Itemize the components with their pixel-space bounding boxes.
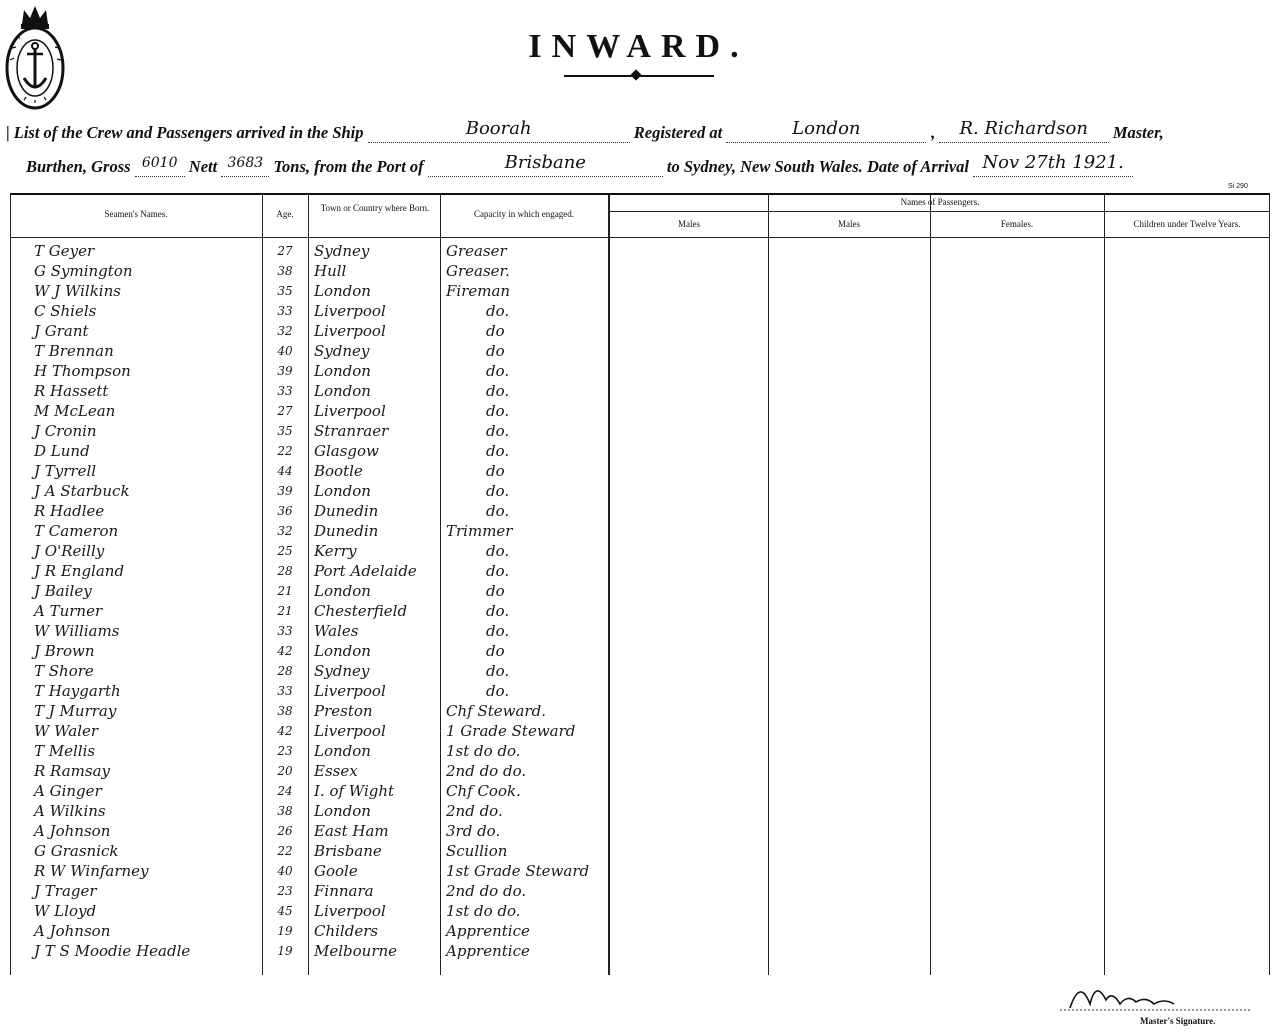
crew-row [10,801,1270,821]
seaman-age: 39 [277,364,293,378]
master-name: R. Richardson [959,118,1088,139]
registered-port-field [726,118,926,143]
seaman-birthplace: London [314,582,371,600]
seaman-capacity: 1st Grade Steward [446,862,590,880]
seaman-age: 22 [277,844,293,858]
seaman-birthplace: Liverpool [314,722,386,740]
seaman-birthplace: I. of Wight [314,782,395,800]
seaman-name: A Johnson [34,822,111,840]
crew-row [10,241,1270,261]
seaman-name: R Hassett [34,382,109,400]
seaman-name: H Thompson [34,362,131,380]
seaman-name: J Grant [34,322,89,340]
signature-label: Master's Signature. [1140,1016,1216,1026]
seaman-name: J Trager [34,882,97,900]
seaman-name: T Shore [34,662,94,680]
gross-tons: 6010 [141,155,178,171]
seaman-name: R Ramsay [34,762,110,780]
seaman-age: 23 [277,884,293,898]
gross-tons-field [135,152,185,177]
seaman-age: 45 [277,904,293,918]
crew-row [10,481,1270,501]
burthen-label: Burthen, Gross [26,157,131,176]
seaman-name: A Ginger [34,782,102,800]
seaman-capacity: Greaser. [446,262,510,280]
header-females: Females. [1000,219,1034,229]
seaman-birthplace: Bootle [314,462,363,480]
seaman-name: D Lund [34,442,90,460]
seaman-birthplace: Liverpool [314,302,386,320]
seaman-capacity: do. [486,422,510,440]
seaman-capacity: 1 Grade Steward [446,722,576,740]
seaman-capacity: 1st do do. [446,902,521,920]
seaman-capacity: 2nd do do. [446,882,527,900]
crew-row [10,901,1270,921]
seaman-name: A Johnson [34,922,111,940]
crew-row [10,501,1270,521]
seaman-capacity: do. [486,602,510,620]
seaman-birthplace: Melbourne [314,942,398,960]
seaman-age: 35 [277,284,293,298]
seaman-name: A Turner [34,602,103,620]
arrival-date-field [973,152,1133,177]
seaman-capacity: do. [486,662,510,680]
seaman-birthplace: London [314,482,371,500]
header-town: Town or Country where Born. [320,203,430,213]
seaman-age: 42 [277,724,293,738]
seaman-age: 28 [277,664,293,678]
seaman-name: W Williams [34,622,120,640]
seaman-age: 40 [277,344,293,358]
form-number: Si 290 [1228,183,1248,190]
seaman-birthplace: Kerry [314,542,357,560]
seaman-capacity: do [486,642,505,660]
seaman-age: 42 [277,644,293,658]
seaman-age: 28 [277,564,293,578]
seaman-age: 33 [277,684,293,698]
crew-row [10,721,1270,741]
crew-row [10,561,1270,581]
seaman-name: G Grasnick [34,842,119,860]
seaman-birthplace: Liverpool [314,682,386,700]
seaman-capacity: Apprentice [446,922,530,940]
arrival-date: Nov 27th 1921. [982,152,1124,173]
tons-label: Tons, from the Port of [273,157,424,176]
seaman-birthplace: Brisbane [314,842,382,860]
seaman-name: J R England [34,562,125,580]
seaman-age: 32 [277,324,293,338]
crew-table [10,193,1270,975]
crew-row [10,261,1270,281]
seaman-birthplace: Essex [314,762,358,780]
seaman-birthplace: London [314,642,371,660]
seaman-name: W Lloyd [34,902,97,920]
crew-row [10,541,1270,561]
crew-row [10,701,1270,721]
nett-tons-field [221,152,269,177]
crew-row [10,941,1270,961]
ship-line: | List of the Crew and Passengers arrived in the Ship Boorah Registered at London , R. Richardson Master, [6,118,1164,142]
crew-row [10,761,1270,781]
seaman-age: 35 [277,424,293,438]
seaman-birthplace: Finnara [314,882,374,900]
seaman-name: A Wilkins [34,802,106,820]
seaman-birthplace: Hull [314,262,347,280]
crew-row [10,601,1270,621]
seaman-age: 38 [277,704,293,718]
seaman-age: 33 [277,624,293,638]
seaman-age: 44 [277,464,293,478]
seaman-birthplace: Sydney [314,662,370,680]
seaman-birthplace: Preston [314,702,373,720]
crew-row [10,861,1270,881]
seaman-age: 19 [277,924,293,938]
seaman-capacity: do. [486,402,510,420]
seaman-age: 39 [277,484,293,498]
ship-name: Boorah [465,118,532,139]
seaman-age: 24 [277,784,293,798]
seaman-name: J Brown [34,642,95,660]
crew-row [10,921,1270,941]
seaman-capacity: Scullion [446,842,508,860]
seaman-capacity: do [486,582,505,600]
header-capacity: Capacity in which engaged. [474,209,574,219]
seaman-age: 40 [277,864,293,878]
crew-row [10,421,1270,441]
crew-row [10,381,1270,401]
seaman-capacity: do. [486,562,510,580]
seaman-age: 23 [277,744,293,758]
seaman-birthplace: London [314,282,371,300]
seaman-age: 26 [277,824,293,838]
crew-row [10,841,1270,861]
seaman-birthplace: Dunedin [314,522,379,540]
seaman-birthplace: London [314,382,371,400]
seaman-birthplace: Chesterfield [314,602,408,620]
seaman-name: C Shiels [34,302,97,320]
seaman-birthplace: London [314,742,371,760]
crew-row [10,821,1270,841]
seaman-capacity: do [486,322,505,340]
registered-port: London [792,118,861,139]
seaman-capacity: Fireman [446,282,511,300]
seaman-capacity: 2nd do. [446,802,503,820]
crew-row [10,441,1270,461]
seaman-capacity: Trimmer [446,522,513,540]
title-ornament [630,69,641,80]
master-label: Master, [1112,123,1164,142]
seaman-name: T Cameron [34,522,119,540]
seaman-age: 27 [277,244,293,258]
seaman-birthplace: Liverpool [314,322,386,340]
crew-row [10,741,1270,761]
master-name-field [939,118,1109,143]
seaman-age: 38 [277,264,293,278]
seaman-name: G Symington [34,262,133,280]
seaman-name: R Hadlee [34,502,105,520]
seaman-age: 21 [277,604,293,618]
crew-row [10,521,1270,541]
header-age: Age. [276,209,294,219]
crew-row [10,461,1270,481]
header-children: Children under Twelve Years. [1133,219,1241,229]
nett-label: Nett [188,157,218,176]
seaman-age: 38 [277,804,293,818]
seaman-age: 25 [277,544,293,558]
nett-tons: 3683 [227,155,264,171]
crew-row [10,281,1270,301]
page-title: INWARD. [528,28,749,65]
crew-row [10,781,1270,801]
seaman-capacity: Greaser [446,242,507,260]
seaman-name: R W Winfarney [34,862,149,880]
seaman-capacity: Apprentice [446,942,530,960]
seaman-name: T Brennan [34,342,114,360]
ship-line-prefix: List of the Crew and Passengers arrived in the Ship [13,123,364,142]
seaman-age: 33 [277,304,293,318]
seaman-name: J T S Moodie Headle [34,942,191,960]
seaman-age: 36 [277,504,293,518]
seaman-birthplace: East Ham [314,822,389,840]
seaman-capacity: do. [486,302,510,320]
seaman-name: M McLean [34,402,116,420]
seaman-capacity: 1st do do. [446,742,521,760]
seaman-capacity: do [486,342,505,360]
crew-row [10,401,1270,421]
crew-row [10,641,1270,661]
seaman-birthplace: Childers [314,922,379,940]
seaman-birthplace: Stranraer [314,422,389,440]
seaman-capacity: 3rd do. [446,822,501,840]
crew-row [10,621,1270,641]
seaman-name: W Waler [34,722,99,740]
ship-name-field [368,118,630,143]
seaman-age: 33 [277,384,293,398]
crew-row [10,301,1270,321]
departure-port-field [428,152,663,177]
seaman-birthplace: Port Adelaide [314,562,417,580]
seaman-name: T Geyer [34,242,95,260]
seaman-capacity: do [486,462,505,480]
seaman-age: 21 [277,584,293,598]
header-passengers: Names of Passengers. [900,197,980,207]
seaman-birthplace: Goole [314,862,358,880]
seaman-capacity: do. [486,382,510,400]
seaman-name: T J Murray [34,702,117,720]
seaman-birthplace: London [314,362,371,380]
seaman-name: T Haygarth [34,682,121,700]
seaman-birthplace: Glasgow [314,442,379,460]
header-seamens-names: Seamen's Names. [104,209,168,219]
seaman-birthplace: Wales [314,622,359,640]
seaman-birthplace: Sydney [314,342,370,360]
seaman-age: 27 [277,404,293,418]
seaman-name: J Cronin [34,422,97,440]
seaman-birthplace: London [314,802,371,820]
header-males-1: Males [678,219,700,229]
crew-row [10,581,1270,601]
seaman-capacity: 2nd do do. [446,762,527,780]
seaman-capacity: do. [486,482,510,500]
seaman-capacity: do. [486,362,510,380]
seaman-name: J A Starbuck [34,482,130,500]
seaman-age: 22 [277,444,293,458]
seaman-age: 32 [277,524,293,538]
seaman-name: T Mellis [34,742,96,760]
destination-label: to Sydney, New South Wales. [666,157,863,176]
seaman-name: J Bailey [34,582,92,600]
seaman-name: J Tyrrell [34,462,97,480]
seaman-capacity: do. [486,682,510,700]
crew-row [10,361,1270,381]
seaman-age: 19 [277,944,293,958]
seaman-birthplace: Liverpool [314,902,386,920]
seaman-capacity: do. [486,442,510,460]
crew-row [10,681,1270,701]
seaman-birthplace: Dunedin [314,502,379,520]
seaman-birthplace: Sydney [314,242,370,260]
date-label: Date of Arrival [866,157,969,176]
header-males-2: Males [838,219,860,229]
seaman-name: W J Wilkins [34,282,121,300]
seaman-name: J O'Reilly [34,542,105,560]
seaman-age: 20 [277,764,293,778]
departure-port: Brisbane [504,152,586,173]
seaman-capacity: do. [486,542,510,560]
crew-row [10,881,1270,901]
seaman-capacity: Chf Cook. [446,782,521,800]
crew-row [10,321,1270,341]
seaman-capacity: do. [486,502,510,520]
seaman-birthplace: Liverpool [314,402,386,420]
burthen-line [26,152,1271,180]
seaman-capacity: Chf Steward. [446,702,546,720]
seaman-capacity: do. [486,622,510,640]
crew-row [10,661,1270,681]
registered-label: Registered at [633,123,723,142]
crew-row [10,341,1270,361]
